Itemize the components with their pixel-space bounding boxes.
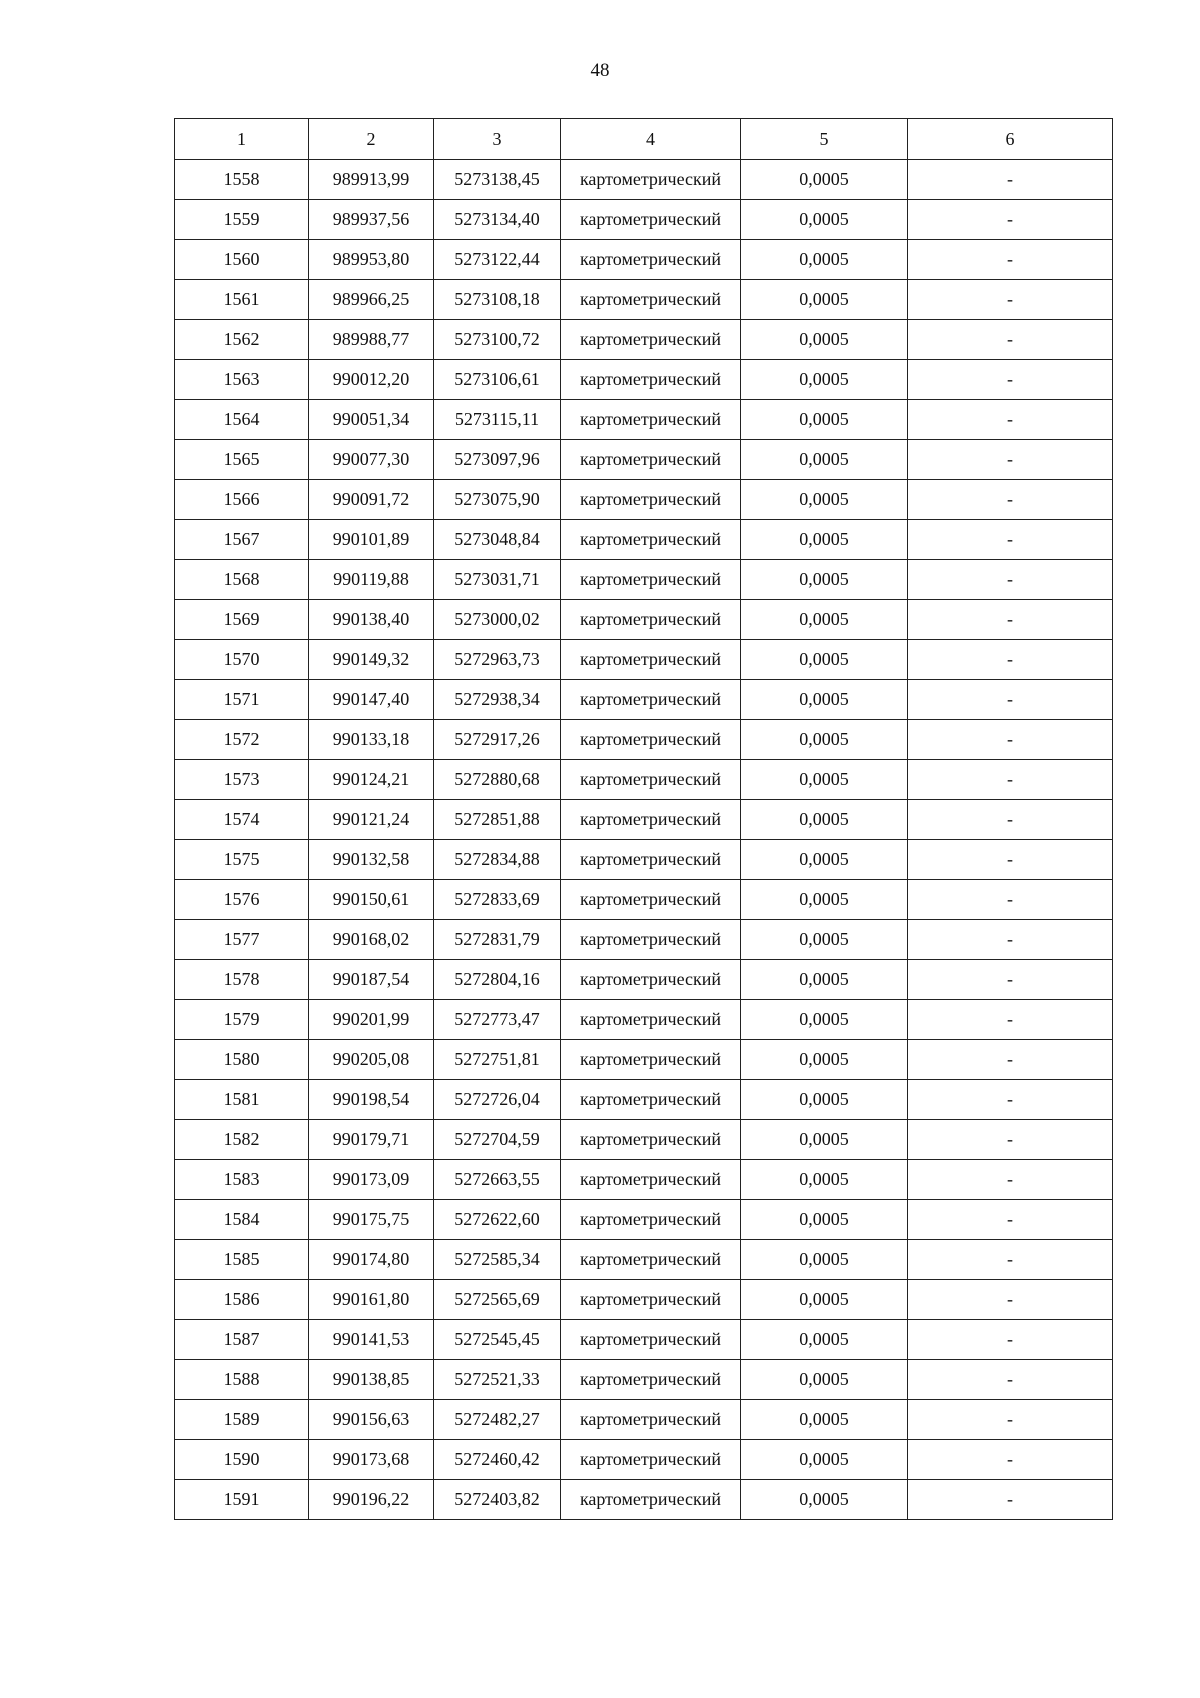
description-cell: - <box>908 1160 1113 1200</box>
method-cell: картометрический <box>561 240 741 280</box>
table-header-row <box>175 119 1113 160</box>
y-coordinate-cell: 5273138,45 <box>434 160 561 200</box>
y-coordinate-cell: 5273000,02 <box>434 600 561 640</box>
y-coordinate-cell: 5272726,04 <box>434 1080 561 1120</box>
point-number-cell: 1559 <box>175 200 309 240</box>
method-cell: картометрический <box>561 840 741 880</box>
x-coordinate-cell: 989966,25 <box>309 280 434 320</box>
point-number-cell: 1565 <box>175 440 309 480</box>
description-cell: - <box>908 1280 1113 1320</box>
point-number-cell: 1585 <box>175 1240 309 1280</box>
point-number-cell: 1579 <box>175 1000 309 1040</box>
x-coordinate-cell: 990138,40 <box>309 600 434 640</box>
point-number-cell: 1582 <box>175 1120 309 1160</box>
description-cell: - <box>908 1000 1113 1040</box>
x-coordinate-cell: 990205,08 <box>309 1040 434 1080</box>
method-cell: картометрический <box>561 920 741 960</box>
table-row <box>175 1200 1113 1240</box>
table-row <box>175 640 1113 680</box>
description-cell: - <box>908 1360 1113 1400</box>
precision-cell: 0,0005 <box>741 240 908 280</box>
precision-cell: 0,0005 <box>741 1360 908 1400</box>
point-number-cell: 1563 <box>175 360 309 400</box>
x-coordinate-cell: 989937,56 <box>309 200 434 240</box>
table-row <box>175 440 1113 480</box>
x-coordinate-cell: 990168,02 <box>309 920 434 960</box>
precision-cell: 0,0005 <box>741 360 908 400</box>
point-number-cell: 1570 <box>175 640 309 680</box>
y-coordinate-cell: 5272938,34 <box>434 680 561 720</box>
precision-cell: 0,0005 <box>741 1320 908 1360</box>
precision-cell: 0,0005 <box>741 160 908 200</box>
coordinates-table <box>174 118 1113 1520</box>
point-number-cell: 1562 <box>175 320 309 360</box>
point-number-cell: 1583 <box>175 1160 309 1200</box>
precision-cell: 0,0005 <box>741 1480 908 1520</box>
description-cell: - <box>908 400 1113 440</box>
page-number: 48 <box>590 60 610 81</box>
description-cell: - <box>908 560 1113 600</box>
y-coordinate-cell: 5272460,42 <box>434 1440 561 1480</box>
point-number-cell: 1589 <box>175 1400 309 1440</box>
method-cell: картометрический <box>561 560 741 600</box>
x-coordinate-cell: 990101,89 <box>309 520 434 560</box>
description-cell: - <box>908 960 1113 1000</box>
table-row <box>175 1000 1113 1040</box>
point-number-cell: 1577 <box>175 920 309 960</box>
x-coordinate-cell: 990173,68 <box>309 1440 434 1480</box>
description-cell: - <box>908 1040 1113 1080</box>
y-coordinate-cell: 5272851,88 <box>434 800 561 840</box>
description-cell: - <box>908 1080 1113 1120</box>
description-cell: - <box>908 240 1113 280</box>
precision-cell: 0,0005 <box>741 640 908 680</box>
y-coordinate-cell: 5272773,47 <box>434 1000 561 1040</box>
method-cell: картометрический <box>561 1160 741 1200</box>
x-coordinate-cell: 990133,18 <box>309 720 434 760</box>
precision-cell: 0,0005 <box>741 1080 908 1120</box>
table-row <box>175 320 1113 360</box>
precision-cell: 0,0005 <box>741 960 908 1000</box>
x-coordinate-cell: 990091,72 <box>309 480 434 520</box>
x-coordinate-cell: 990124,21 <box>309 760 434 800</box>
x-coordinate-cell: 990201,99 <box>309 1000 434 1040</box>
table-row <box>175 1480 1113 1520</box>
method-cell: картометрический <box>561 200 741 240</box>
column-header-4: 4 <box>561 119 741 160</box>
point-number-cell: 1561 <box>175 280 309 320</box>
table-row <box>175 1240 1113 1280</box>
precision-cell: 0,0005 <box>741 1000 908 1040</box>
column-header-3: 3 <box>434 119 561 160</box>
point-number-cell: 1591 <box>175 1480 309 1520</box>
description-cell: - <box>908 1240 1113 1280</box>
description-cell: - <box>908 440 1113 480</box>
table-row <box>175 400 1113 440</box>
description-cell: - <box>908 760 1113 800</box>
precision-cell: 0,0005 <box>741 1440 908 1480</box>
x-coordinate-cell: 990150,61 <box>309 880 434 920</box>
precision-cell: 0,0005 <box>741 800 908 840</box>
precision-cell: 0,0005 <box>741 280 908 320</box>
table-row <box>175 1360 1113 1400</box>
point-number-cell: 1581 <box>175 1080 309 1120</box>
method-cell: картометрический <box>561 1080 741 1120</box>
method-cell: картометрический <box>561 640 741 680</box>
method-cell: картометрический <box>561 680 741 720</box>
description-cell: - <box>908 720 1113 760</box>
table-row <box>175 1080 1113 1120</box>
method-cell: картометрический <box>561 1200 741 1240</box>
x-coordinate-cell: 990161,80 <box>309 1280 434 1320</box>
description-cell: - <box>908 1440 1113 1480</box>
table-row <box>175 880 1113 920</box>
precision-cell: 0,0005 <box>741 440 908 480</box>
table-row <box>175 1280 1113 1320</box>
description-cell: - <box>908 280 1113 320</box>
x-coordinate-cell: 990141,53 <box>309 1320 434 1360</box>
precision-cell: 0,0005 <box>741 880 908 920</box>
method-cell: картометрический <box>561 600 741 640</box>
precision-cell: 0,0005 <box>741 760 908 800</box>
y-coordinate-cell: 5272751,81 <box>434 1040 561 1080</box>
point-number-cell: 1564 <box>175 400 309 440</box>
table-row <box>175 800 1113 840</box>
table-row <box>175 280 1113 320</box>
description-cell: - <box>908 160 1113 200</box>
method-cell: картометрический <box>561 1320 741 1360</box>
method-cell: картометрический <box>561 1440 741 1480</box>
y-coordinate-cell: 5273122,44 <box>434 240 561 280</box>
point-number-cell: 1572 <box>175 720 309 760</box>
point-number-cell: 1558 <box>175 160 309 200</box>
method-cell: картометрический <box>561 160 741 200</box>
precision-cell: 0,0005 <box>741 600 908 640</box>
method-cell: картометрический <box>561 440 741 480</box>
description-cell: - <box>908 880 1113 920</box>
point-number-cell: 1569 <box>175 600 309 640</box>
point-number-cell: 1566 <box>175 480 309 520</box>
x-coordinate-cell: 990132,58 <box>309 840 434 880</box>
description-cell: - <box>908 600 1113 640</box>
table-row <box>175 1400 1113 1440</box>
column-header-2: 2 <box>309 119 434 160</box>
y-coordinate-cell: 5272663,55 <box>434 1160 561 1200</box>
description-cell: - <box>908 1400 1113 1440</box>
y-coordinate-cell: 5272521,33 <box>434 1360 561 1400</box>
method-cell: картометрический <box>561 1240 741 1280</box>
table-row <box>175 840 1113 880</box>
y-coordinate-cell: 5272622,60 <box>434 1200 561 1240</box>
y-coordinate-cell: 5273134,40 <box>434 200 561 240</box>
y-coordinate-cell: 5273115,11 <box>434 400 561 440</box>
description-cell: - <box>908 680 1113 720</box>
point-number-cell: 1560 <box>175 240 309 280</box>
precision-cell: 0,0005 <box>741 1160 908 1200</box>
point-number-cell: 1575 <box>175 840 309 880</box>
y-coordinate-cell: 5272833,69 <box>434 880 561 920</box>
table-row <box>175 560 1113 600</box>
table-row <box>175 200 1113 240</box>
column-header-6: 6 <box>908 119 1113 160</box>
x-coordinate-cell: 990175,75 <box>309 1200 434 1240</box>
method-cell: картометрический <box>561 400 741 440</box>
table-row <box>175 240 1113 280</box>
x-coordinate-cell: 990149,32 <box>309 640 434 680</box>
x-coordinate-cell: 990156,63 <box>309 1400 434 1440</box>
precision-cell: 0,0005 <box>741 520 908 560</box>
table-row <box>175 160 1113 200</box>
table-row <box>175 1440 1113 1480</box>
x-coordinate-cell: 989953,80 <box>309 240 434 280</box>
x-coordinate-cell: 990196,22 <box>309 1480 434 1520</box>
table-row <box>175 1320 1113 1360</box>
method-cell: картометрический <box>561 320 741 360</box>
x-coordinate-cell: 989913,99 <box>309 160 434 200</box>
table-row <box>175 520 1113 560</box>
table-row <box>175 680 1113 720</box>
y-coordinate-cell: 5273031,71 <box>434 560 561 600</box>
table-row <box>175 760 1113 800</box>
column-header-5: 5 <box>741 119 908 160</box>
method-cell: картометрический <box>561 1120 741 1160</box>
description-cell: - <box>908 840 1113 880</box>
table-row <box>175 1120 1113 1160</box>
y-coordinate-cell: 5272403,82 <box>434 1480 561 1520</box>
method-cell: картометрический <box>561 880 741 920</box>
y-coordinate-cell: 5272565,69 <box>434 1280 561 1320</box>
description-cell: - <box>908 1120 1113 1160</box>
x-coordinate-cell: 990187,54 <box>309 960 434 1000</box>
precision-cell: 0,0005 <box>741 1400 908 1440</box>
precision-cell: 0,0005 <box>741 480 908 520</box>
y-coordinate-cell: 5272831,79 <box>434 920 561 960</box>
precision-cell: 0,0005 <box>741 1280 908 1320</box>
description-cell: - <box>908 1480 1113 1520</box>
y-coordinate-cell: 5272545,45 <box>434 1320 561 1360</box>
y-coordinate-cell: 5273048,84 <box>434 520 561 560</box>
precision-cell: 0,0005 <box>741 1040 908 1080</box>
precision-cell: 0,0005 <box>741 560 908 600</box>
precision-cell: 0,0005 <box>741 320 908 360</box>
method-cell: картометрический <box>561 720 741 760</box>
precision-cell: 0,0005 <box>741 920 908 960</box>
y-coordinate-cell: 5272917,26 <box>434 720 561 760</box>
point-number-cell: 1568 <box>175 560 309 600</box>
table-row <box>175 1040 1113 1080</box>
method-cell: картометрический <box>561 1480 741 1520</box>
x-coordinate-cell: 990147,40 <box>309 680 434 720</box>
precision-cell: 0,0005 <box>741 840 908 880</box>
precision-cell: 0,0005 <box>741 400 908 440</box>
y-coordinate-cell: 5272585,34 <box>434 1240 561 1280</box>
x-coordinate-cell: 990121,24 <box>309 800 434 840</box>
y-coordinate-cell: 5272482,27 <box>434 1400 561 1440</box>
method-cell: картометрический <box>561 1360 741 1400</box>
method-cell: картометрический <box>561 1000 741 1040</box>
description-cell: - <box>908 360 1113 400</box>
x-coordinate-cell: 990174,80 <box>309 1240 434 1280</box>
point-number-cell: 1580 <box>175 1040 309 1080</box>
method-cell: картометрический <box>561 1400 741 1440</box>
description-cell: - <box>908 520 1113 560</box>
x-coordinate-cell: 990119,88 <box>309 560 434 600</box>
method-cell: картометрический <box>561 520 741 560</box>
precision-cell: 0,0005 <box>741 1120 908 1160</box>
method-cell: картометрический <box>561 760 741 800</box>
x-coordinate-cell: 990138,85 <box>309 1360 434 1400</box>
y-coordinate-cell: 5272963,73 <box>434 640 561 680</box>
description-cell: - <box>908 320 1113 360</box>
description-cell: - <box>908 800 1113 840</box>
description-cell: - <box>908 1320 1113 1360</box>
point-number-cell: 1571 <box>175 680 309 720</box>
point-number-cell: 1590 <box>175 1440 309 1480</box>
table-row <box>175 960 1113 1000</box>
point-number-cell: 1586 <box>175 1280 309 1320</box>
x-coordinate-cell: 990179,71 <box>309 1120 434 1160</box>
y-coordinate-cell: 5273100,72 <box>434 320 561 360</box>
description-cell: - <box>908 1200 1113 1240</box>
precision-cell: 0,0005 <box>741 720 908 760</box>
method-cell: картометрический <box>561 960 741 1000</box>
description-cell: - <box>908 200 1113 240</box>
precision-cell: 0,0005 <box>741 680 908 720</box>
table-row <box>175 720 1113 760</box>
method-cell: картометрический <box>561 1280 741 1320</box>
column-header-1: 1 <box>175 119 309 160</box>
method-cell: картометрический <box>561 1040 741 1080</box>
y-coordinate-cell: 5272834,88 <box>434 840 561 880</box>
x-coordinate-cell: 990051,34 <box>309 400 434 440</box>
point-number-cell: 1578 <box>175 960 309 1000</box>
x-coordinate-cell: 990012,20 <box>309 360 434 400</box>
table-row <box>175 920 1113 960</box>
point-number-cell: 1584 <box>175 1200 309 1240</box>
table-row <box>175 360 1113 400</box>
y-coordinate-cell: 5273106,61 <box>434 360 561 400</box>
point-number-cell: 1588 <box>175 1360 309 1400</box>
y-coordinate-cell: 5272880,68 <box>434 760 561 800</box>
table-row <box>175 1160 1113 1200</box>
point-number-cell: 1576 <box>175 880 309 920</box>
method-cell: картометрический <box>561 480 741 520</box>
point-number-cell: 1567 <box>175 520 309 560</box>
y-coordinate-cell: 5272804,16 <box>434 960 561 1000</box>
point-number-cell: 1587 <box>175 1320 309 1360</box>
method-cell: картометрический <box>561 360 741 400</box>
description-cell: - <box>908 480 1113 520</box>
precision-cell: 0,0005 <box>741 1200 908 1240</box>
x-coordinate-cell: 990173,09 <box>309 1160 434 1200</box>
y-coordinate-cell: 5273075,90 <box>434 480 561 520</box>
y-coordinate-cell: 5273097,96 <box>434 440 561 480</box>
point-number-cell: 1574 <box>175 800 309 840</box>
method-cell: картометрический <box>561 280 741 320</box>
method-cell: картометрический <box>561 800 741 840</box>
description-cell: - <box>908 640 1113 680</box>
table-row <box>175 600 1113 640</box>
y-coordinate-cell: 5273108,18 <box>434 280 561 320</box>
point-number-cell: 1573 <box>175 760 309 800</box>
precision-cell: 0,0005 <box>741 1240 908 1280</box>
table-row <box>175 480 1113 520</box>
table-body <box>175 160 1113 1520</box>
x-coordinate-cell: 990198,54 <box>309 1080 434 1120</box>
x-coordinate-cell: 989988,77 <box>309 320 434 360</box>
x-coordinate-cell: 990077,30 <box>309 440 434 480</box>
precision-cell: 0,0005 <box>741 200 908 240</box>
y-coordinate-cell: 5272704,59 <box>434 1120 561 1160</box>
description-cell: - <box>908 920 1113 960</box>
